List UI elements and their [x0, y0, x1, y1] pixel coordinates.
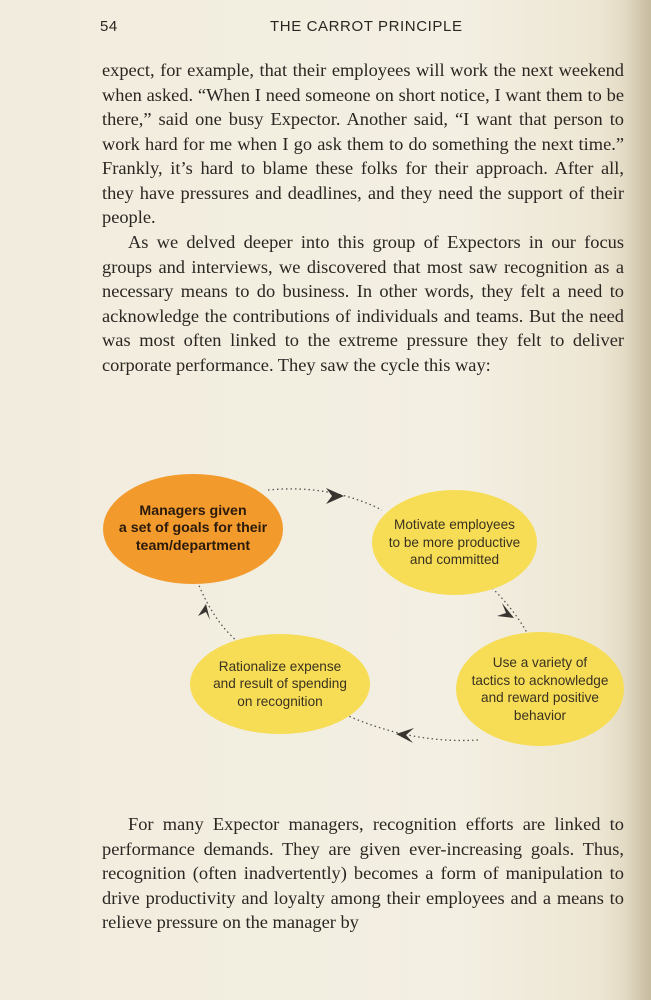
cycle-node-tactics [456, 632, 624, 746]
arrow-path-2-to-3 [492, 588, 530, 638]
running-title: THE CARROT PRINCIPLE [270, 18, 463, 35]
page-number: 54 [100, 18, 118, 35]
node-1-line: Managers given [139, 502, 247, 519]
paragraph-3: For many Expector managers, recognition efforts are linked to performance demands. They are given ever-increasing goals. Thus, recognition (often inadvertently) becomes a form of manipulation to drive productivity and loyalty among their employees and a means to relieve pressure on the manager by [102, 814, 624, 932]
cycle-node-goals [103, 474, 283, 584]
paragraph-1: expect, for example, that their employees will work the next weekend when asked. “When I need someone on short notice, I want them to be there,” said one busy Expector. Another said, “I want that person to work hard for me when I go ask them to do something the next time.” Frankly, it’s hard to blame these folks for their approach. After all, they have pressures and deadlines, and they need the support of their people. [102, 60, 624, 227]
node-4-line: Rationalize expense [218, 658, 342, 674]
page-edge-shadow [625, 0, 651, 1000]
arrowhead-1 [326, 488, 344, 504]
node-3-line: behavior [513, 707, 567, 723]
node-2-line: to be more productive [388, 534, 521, 550]
paragraph-2: As we delved deeper into this group of Expectors in our focus groups and interviews, we discovered that most saw recognition as a necessary means to do business. In other words, they felt a need to acknowledge the contributions of individuals and teams. But the need was most often linked to the extreme pressure they felt to deliver corporate performance. They saw the cycle this way: [102, 232, 624, 375]
node-4-line: on recognition [237, 693, 323, 709]
node-2-line: and committed [409, 552, 500, 568]
node-2-line: Motivate employees [394, 517, 515, 533]
node-3-line: Use a variety of [492, 655, 588, 670]
cycle-node-motivate [372, 490, 537, 595]
node-1-line: a set of goals for their [118, 520, 268, 537]
arrow-path-3-to-4 [344, 714, 478, 740]
node-4-line: and result of spending [213, 676, 347, 692]
node-3-line: and reward positive [481, 690, 599, 705]
recognition-cycle-diagram [100, 460, 620, 760]
arrowhead-2 [497, 603, 514, 618]
node-1-line: team/department [135, 537, 251, 554]
arrow-path-1-to-2 [268, 489, 382, 510]
node-3-line: tactics to acknowledge [471, 672, 609, 688]
arrowhead-3 [396, 728, 414, 743]
arrowhead-4 [198, 604, 210, 620]
page-header [100, 18, 620, 40]
cycle-node-rationalize [190, 634, 370, 734]
